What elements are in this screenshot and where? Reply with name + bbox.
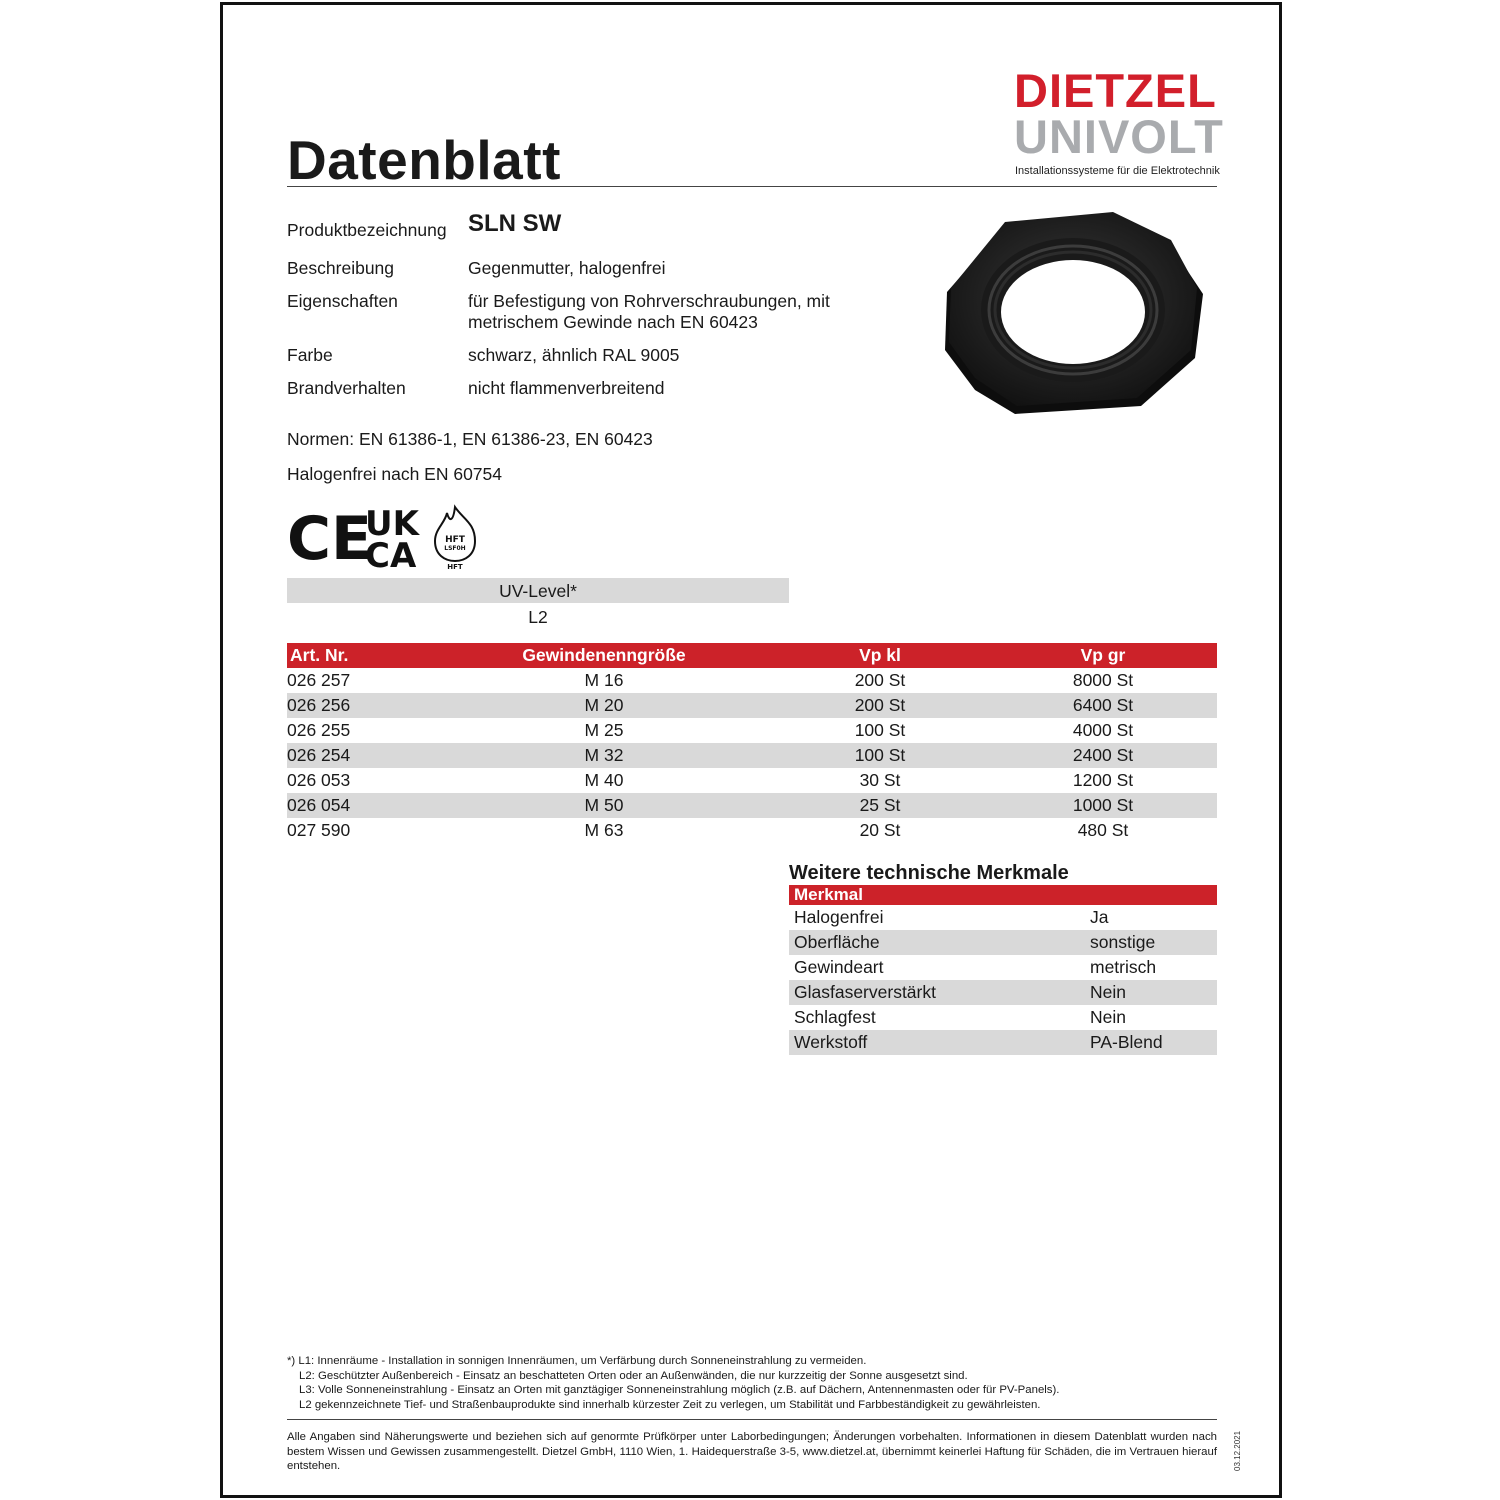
table-row <box>287 693 1217 718</box>
header-divider <box>287 186 1217 187</box>
product-name-label: Produktbezeichnung <box>287 220 447 240</box>
footnotes <box>287 1354 1217 1413</box>
thread-size: M 32 <box>584 745 624 765</box>
product-image-lock-nut <box>945 210 1207 420</box>
feature-value: metrisch <box>1090 957 1157 977</box>
footnote-l1: *) L1: Innenräume - Installation in sonnigen Innenräumen, um Verfärbung durch Sonneneinstrahlung zu vermeiden. <box>287 1355 867 1367</box>
hft-label-1: HFT <box>445 535 465 545</box>
uk-mark: UK <box>365 504 419 544</box>
art-nr: 026 257 <box>287 670 351 690</box>
fire-behavior-value: nicht flammenverbreitend <box>468 378 665 398</box>
page-title: Datenblatt <box>287 129 561 191</box>
ca-mark: CA <box>365 536 417 571</box>
color-label: Farbe <box>287 345 333 365</box>
description-label: Beschreibung <box>287 258 395 278</box>
logo-univolt: UNIVOLT <box>1014 110 1224 163</box>
features-table <box>789 885 1217 1055</box>
hft-flame-icon <box>435 507 475 571</box>
halogen-free-norm: Halogenfrei nach EN 60754 <box>287 464 503 484</box>
table-row <box>789 1030 1217 1055</box>
vp-gr: 6400 St <box>1072 695 1134 715</box>
vp-gr: 2400 St <box>1072 745 1134 765</box>
norms: Normen: EN 61386-1, EN 61386-23, EN 60423 <box>287 429 653 449</box>
ukca-mark-icon <box>365 504 421 571</box>
col-thread-size: Gewindenenngröße <box>522 645 686 665</box>
fire-behavior-label: Brandverhalten <box>287 378 406 398</box>
feature-value: Nein <box>1090 982 1126 1002</box>
ce-mark-icon <box>287 504 372 571</box>
vp-kl: 20 St <box>859 820 901 840</box>
thread-size: M 20 <box>584 695 624 715</box>
vp-kl: 200 St <box>854 695 906 715</box>
col-feature: Merkmal <box>794 885 863 904</box>
vp-gr: 4000 St <box>1072 720 1134 740</box>
feature-name: Oberfläche <box>794 932 880 952</box>
table-row <box>789 1005 1217 1030</box>
vp-kl: 25 St <box>859 795 901 815</box>
table-row <box>287 768 1217 793</box>
vp-gr: 8000 St <box>1072 670 1134 690</box>
article-table <box>287 643 1217 843</box>
table-row <box>789 905 1217 930</box>
feature-name: Schlagfest <box>794 1007 876 1027</box>
features-table-header <box>789 885 1217 905</box>
feature-name: Werkstoff <box>794 1032 868 1052</box>
feature-value: sonstige <box>1090 932 1156 952</box>
art-nr: 027 590 <box>287 820 351 840</box>
art-nr: 026 256 <box>287 695 351 715</box>
table-row <box>287 718 1217 743</box>
uv-level-label: UV-Level* <box>499 581 577 601</box>
properties-value-2: metrischem Gewinde nach EN 60423 <box>468 312 758 332</box>
lsf-label: LSF0H <box>444 545 466 552</box>
feature-name: Glasfaserverstärkt <box>794 982 936 1002</box>
datasheet-page <box>220 2 1282 1498</box>
vp-kl: 100 St <box>854 720 906 740</box>
logo-dietzel: DIETZEL <box>1014 64 1217 117</box>
vp-kl: 200 St <box>854 670 906 690</box>
thread-size: M 63 <box>584 820 624 840</box>
thread-size: M 16 <box>584 670 624 690</box>
footer-divider <box>287 1419 1217 1420</box>
vp-kl: 30 St <box>859 770 901 790</box>
table-row <box>789 930 1217 955</box>
certification-marks <box>287 503 487 571</box>
art-nr: 026 053 <box>287 770 351 790</box>
table-row <box>287 818 1217 843</box>
feature-value: Nein <box>1090 1007 1126 1027</box>
ce-mark: CE <box>287 504 373 571</box>
properties-value-1: für Befestigung von Rohrverschraubungen, mit <box>468 291 830 311</box>
art-nr: 026 255 <box>287 720 351 740</box>
product-name: SLN SW <box>468 210 562 237</box>
revision-date: 03.12.2021 <box>1233 1430 1242 1471</box>
col-art-nr: Art. Nr. <box>290 645 349 665</box>
logo-tagline: Installationssysteme für die Elektrotechnik <box>1015 165 1220 177</box>
thread-size: M 25 <box>584 720 624 740</box>
feature-name: Halogenfrei <box>794 907 884 927</box>
vp-kl: 100 St <box>854 745 906 765</box>
features-title: Weitere technische Merkmale <box>789 862 1069 884</box>
art-nr: 026 254 <box>287 745 351 765</box>
properties-label: Eigenschaften <box>287 291 398 311</box>
description-value: Gegenmutter, halogenfrei <box>468 258 666 278</box>
footnote-l2: L2: Geschützter Außenbereich - Einsatz an beschatteten Orten oder an Außenwänden, die nur kurzzeitig der Sonne ausgesetzt sind. <box>299 1369 968 1382</box>
table-row <box>789 980 1217 1005</box>
feature-value: PA-Blend <box>1090 1032 1163 1052</box>
table-row <box>789 955 1217 980</box>
vp-gr: 1000 St <box>1072 795 1134 815</box>
art-nr: 026 054 <box>287 795 351 815</box>
disclaimer: Alle Angaben sind Näherungswerte und beziehen sich auf genormte Prüfkörper unter Laborbedingungen; Änderungen vorbehalten. Informationen in diesem Datenblatt wurden nach bestem Wissen und Gewissen zusammengestellt. Dietzel GmbH, 1110 Wien, 1. Haidequerstraße 3-5, www.dietzel.at, übernimmt keinerlei Haftung für Schäden, die im Vertrauen hierauf entstehen. <box>287 1431 1217 1473</box>
hft-label-2: HFT <box>447 563 463 571</box>
vp-gr: 1200 St <box>1072 770 1134 790</box>
footnote-l2-note: L2 gekennzeichnete Tief- und Straßenbauprodukte sind innerhalb kürzester Zeit zu verlegen, um Stabilität und Farbbeständigkeit zu gewährleisten. <box>299 1399 1041 1412</box>
article-table-header <box>287 643 1217 668</box>
footnote-l3: L3: Volle Sonneneinstrahlung - Einsatz an Orten mit ganztägiger Sonneneinstrahlung möglich (z.B. auf Dächern, Antennenmasten oder für PV-Panels). <box>299 1384 1060 1397</box>
thread-size: M 40 <box>584 770 624 790</box>
color-value: schwarz, ähnlich RAL 9005 <box>468 345 680 365</box>
uv-level-value: L2 <box>528 607 548 627</box>
table-row <box>287 793 1217 818</box>
col-vp-kl: Vp kl <box>859 645 901 665</box>
table-row <box>287 743 1217 768</box>
feature-name: Gewindeart <box>794 957 884 977</box>
feature-value: Ja <box>1090 907 1109 927</box>
col-vp-gr: Vp gr <box>1080 645 1126 665</box>
vp-gr: 480 St <box>1077 820 1129 840</box>
thread-size: M 50 <box>584 795 624 815</box>
table-row <box>287 668 1217 693</box>
